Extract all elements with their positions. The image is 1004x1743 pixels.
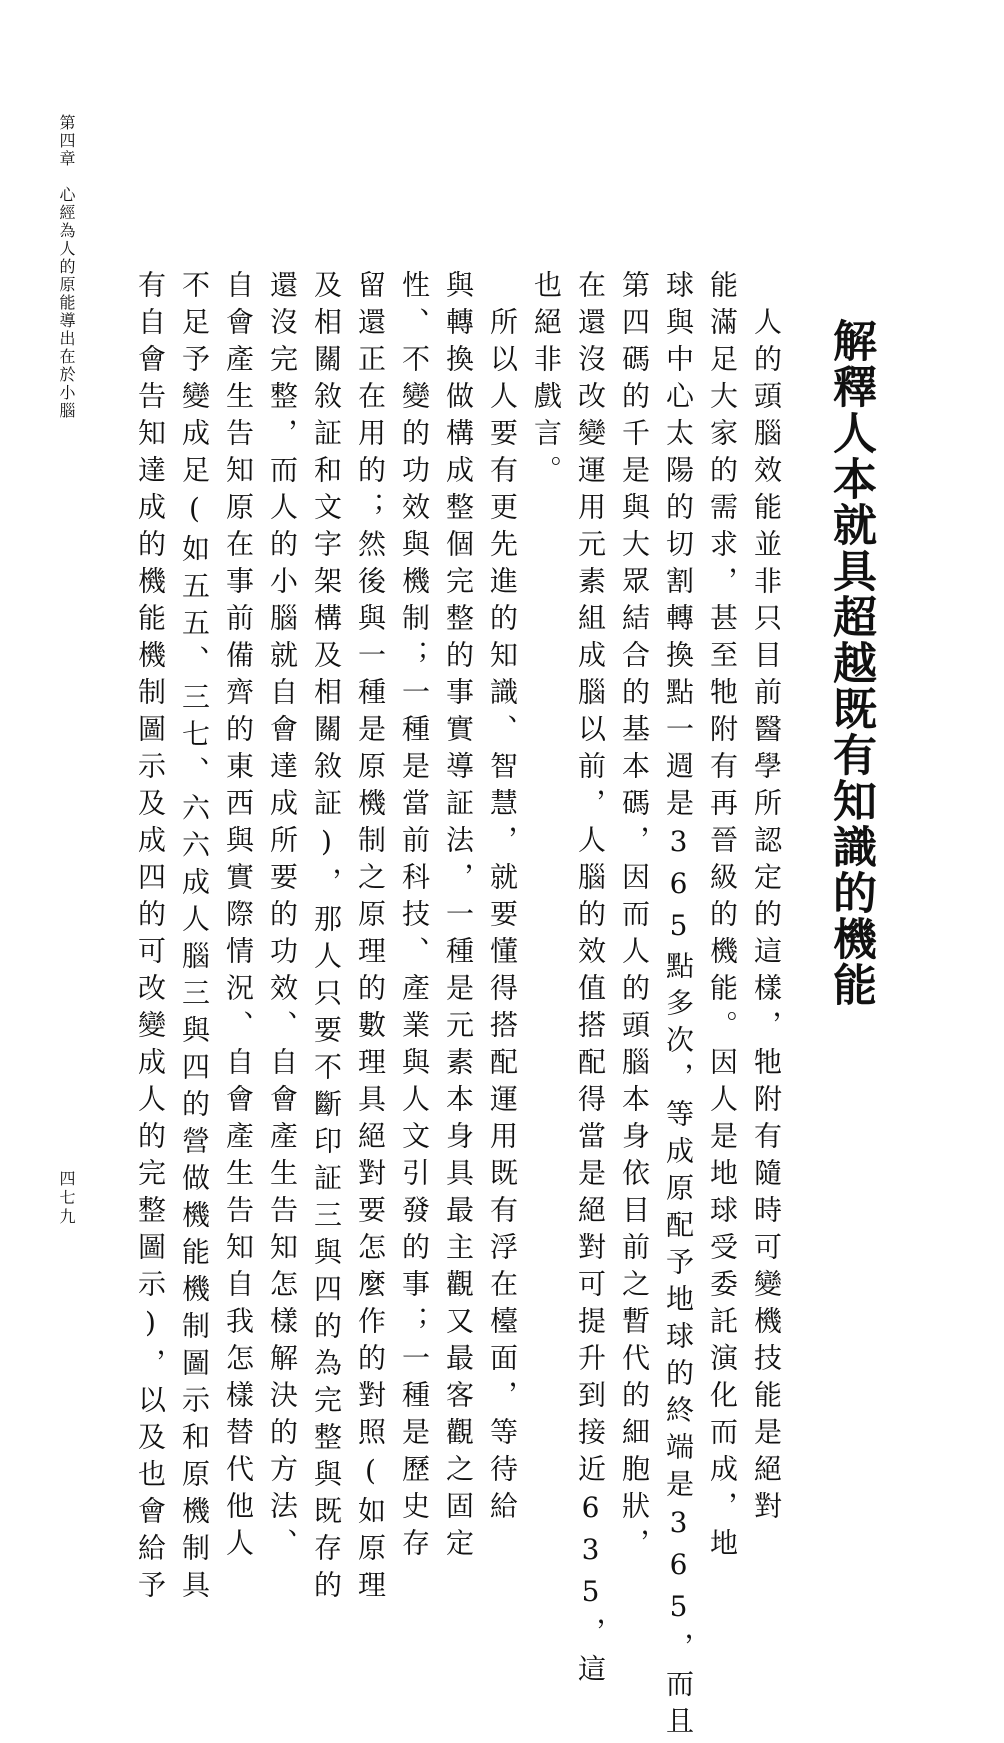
body-column-10: 留還正在用的；然後與一種是原機制之原理的數理具絕對要怎麼作的對照(如原理 (354, 270, 387, 1607)
body-column-6: 也絕非戲言。 (530, 270, 563, 492)
running-head: 第四章 心經為人的原能導出在於小腦 (57, 114, 76, 420)
body-column-3: 球與中心太陽的切割轉換點一週是365點多次，等成原配予地球的終端是365，而且 (662, 270, 695, 1743)
body-column-14: 不足予變成足(如五五、三七、六六成人腦三與四的營做機能機制圖示和原機制具 (178, 270, 211, 1607)
body-column-2: 能滿足大家的需求，甚至牠附有再晉級的機能。因人是地球受委託演化而成，地 (706, 270, 739, 1565)
body-column-12: 還沒完整，而人的小腦就自會達成所要的功效、自會產生告知怎樣解決的方法、 (266, 270, 299, 1565)
body-column-1: 人的頭腦效能並非只目前醫學所認定的這樣，牠附有隨時可變機技能是絕對 (750, 270, 783, 1528)
body-column-11: 及相關敘証和文字架構及相關敘証)，那人只要不斷印証三與四的為完整與既存的 (310, 270, 343, 1607)
body-column-15: 有自會告知達成的機能機制圖示及成四的可改變成人的完整圖示)，以及也會給予 (134, 270, 167, 1607)
body-column-7: 所以人要有更先進的知識、智慧，就要懂得搭配運用既有浮在檯面，等待給 (486, 270, 519, 1528)
page-number: 四七九 (57, 1170, 76, 1227)
body-column-9: 性、不變的功效與機制；一種是當前科技、產業與人文引發的事；一種是歷史存 (398, 270, 431, 1565)
body-column-13: 自會產生告知原在事前備齊的東西與實際情況、自會產生告知自我怎樣替代他人 (222, 270, 255, 1565)
body-column-5: 在還沒改變運用元素組成腦以前，人腦的效值搭配得當是絕對可提升到接近635，這 (574, 270, 607, 1691)
body-column-8: 與轉換做構成整個完整的事實導証法，一種是元素本身具最主觀又最客觀之固定 (442, 270, 475, 1565)
body-column-4: 第四碼的千是與大眾結合的基本碼，因而人的頭腦本身依目前之暫代的細胞狀， (618, 270, 651, 1565)
chapter-title: 解釋人本就具超越既有知識的機能 (825, 318, 876, 1008)
